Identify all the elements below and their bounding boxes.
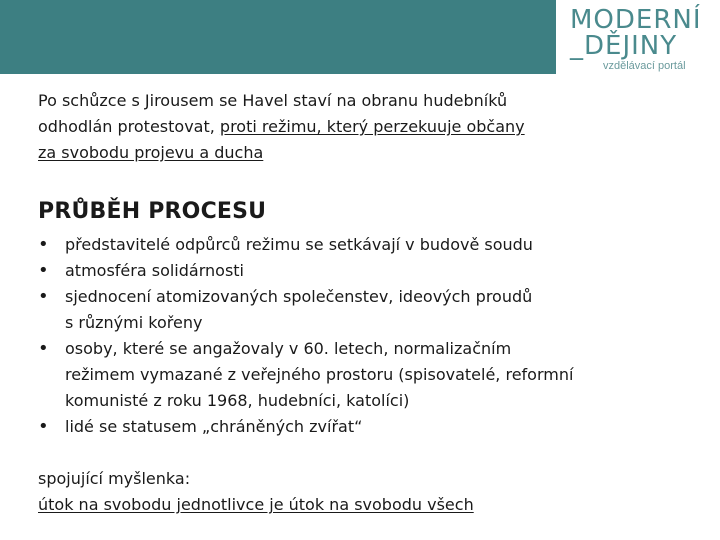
section-title: PRŮBĚH PROCESU [38, 199, 267, 224]
conclusion-label: spojující myšlenka: [38, 469, 191, 488]
bullet-item [38, 258, 698, 284]
intro-underlined-2: za svobodu projevu a ducha [38, 143, 264, 162]
bullet-text: atmosféra solidárnosti [65, 261, 244, 280]
bullet-text: komunisté z roku 1968, hudebníci, katolíci) [65, 391, 410, 410]
bullet-text: osoby, které se angažovaly v 60. letech, normalizačním [65, 339, 512, 358]
intro-line-1: Po schůzce s Jirousem se Havel staví na obranu hudebníků [38, 91, 508, 110]
bullet-item [38, 232, 698, 258]
conclusion [38, 466, 698, 518]
slide-content [38, 88, 698, 518]
bullet-text: sjednocení atomizovaných společenstev, ideových proudů [65, 287, 533, 306]
logo[interactable] [570, 4, 716, 76]
bullet-text: představitelé odpůrců režimu se setkávají v budově soudu [65, 235, 533, 254]
conclusion-text: útok na svobodu jednotlivce je útok na svobodu všech [38, 495, 474, 514]
bullet-text: s různými kořeny [65, 313, 203, 332]
logo-tagline: vzdělávací portál [603, 60, 686, 72]
intro-line-2: odhodlán protestovat, [38, 117, 220, 136]
logo-line-1: MODERNÍ [570, 5, 702, 35]
bullet-item [38, 336, 698, 414]
bullet-item [38, 284, 698, 336]
intro-paragraph [38, 88, 698, 166]
bullet-list [38, 232, 698, 440]
logo-line-2: _DĚJINY [570, 31, 678, 61]
bullet-text: režimem vymazané z veřejného prostoru (spisovatelé, reformní [65, 365, 574, 384]
bullet-text: lidé se statusem „chráněných zvířat“ [65, 417, 363, 436]
bullet-item [38, 414, 698, 440]
intro-underlined-1: proti režimu, který perzekuuje občany [219, 117, 525, 136]
header-bar [0, 0, 556, 74]
